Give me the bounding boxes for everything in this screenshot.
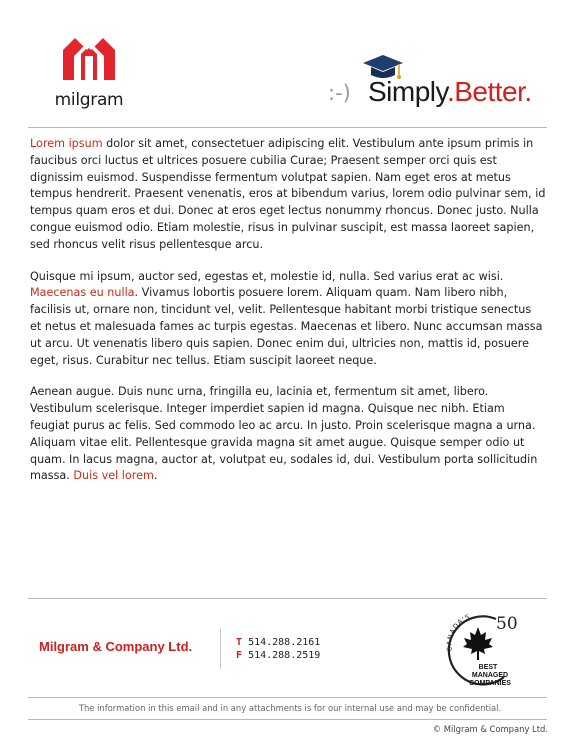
paragraph-2-text-before: Quisque mi ipsum, auctor sed, egestas et, molestie id, nulla. Sed varius erat ac wisi. — [30, 269, 504, 283]
email-header — [0, 0, 580, 128]
maecenas-link[interactable]: Maecenas eu nulla — [30, 286, 135, 300]
copyright-notice: © Milgram & Company Ltd. — [432, 724, 548, 734]
footer-divider-middle — [28, 697, 547, 698]
fax-row — [236, 649, 320, 662]
confidentiality-disclaimer: The information in this email and in any attachments is for our internal use and may be confidential. — [78, 703, 502, 713]
paragraph-2-text-after: . Vivamus lobortis posuere lorem. Aliquam quam. Nam libero nibh, facilisis ut, ornare non, tincidunt vel, velit. Pellentesque habitant morbi tristique senectus et netus et malesuada fames ac turpis egestas. Maecenas et libero. Nunc accumsan massa ut arcu. Ut venenatis libero quis sapien. Donec enim dui, ultricies non, mattis id, posuere eget, risus. Curabitur nec tellus. Etiam suscipit laoreet neque. — [30, 286, 543, 367]
badge-line-2: MANAGED — [471, 672, 509, 679]
milgram-logo[interactable] — [50, 34, 128, 112]
fax-number: 514.288.2519 — [248, 650, 321, 661]
lorem-ipsum-link[interactable]: Lorem ipsum — [30, 137, 103, 150]
badge-line-1: BEST — [478, 664, 498, 671]
milgram-logo-text: milgram — [54, 90, 124, 110]
paragraph-3-text: Aenean augue. Duis nunc urna, fringilla eu, lacinia et, fermentum sit amet, libero. Vestibulum scelerisque. Integer imperdiet sapien id magna. Quisque nec nibh. Etiam feugiat purus ac felis. Sed commodo leo ac arcu. In justo. Proin scelerisque magna a urna. Aliquam vitae elit. Pellentesque gravida magna sit amet augue. Quisque semper odio ut quam. In lacus magna, auctor at, volutpat eu, sodales id, dui. Vestibulum porta sollicitudin massa. — [30, 385, 538, 483]
smiley-emoticon: :-) — [328, 81, 351, 105]
best-managed-companies-badge — [438, 607, 522, 691]
footer-divider-bottom — [28, 719, 547, 720]
duis-vel-lorem-link[interactable]: Duis vel lorem — [73, 469, 154, 483]
badge-arc-text: CANADA'S — [445, 612, 472, 652]
fax-label: F — [236, 650, 243, 661]
tagline-better: Better. — [454, 76, 532, 107]
milgram-logo-mark — [60, 34, 118, 82]
paragraph-3 — [30, 384, 546, 485]
header-divider — [28, 127, 547, 128]
paragraph-1-text: dolor sit amet, consectetuer adipiscing elit. Vestibulum ante ipsum primis in faucibus orci luctus et ultrices posuere cubilia Curae; Praesent semper orci quis est dignissim euismod. Suspendisse fermentum volutpat sapien. Nam eget eros at metus tempus hendrerit. Praesent venenatis, eros at bibendum varius, lorem odio pulvinar sem, id tempus quam eros et dui. Donec at eros eget lectus nonummy rhoncus. Donec justo. Nulla congue euismod odio. Etiam molestie, risus in pulvinar suscipit, est massa laoreet sapien, sed rhoncus velit risus pellentesque arcu. — [30, 137, 546, 251]
simply-better-tagline — [328, 54, 558, 114]
email-footer — [0, 599, 580, 697]
email-body — [30, 136, 546, 500]
footer-vertical-divider — [220, 629, 221, 669]
paragraph-3-end: . — [153, 469, 158, 483]
phone-row[interactable] — [236, 636, 320, 649]
badge-number: 50 — [496, 614, 518, 634]
paragraph-2 — [30, 269, 546, 370]
maple-leaf-icon — [463, 627, 493, 660]
tagline-simply: Simply — [368, 76, 447, 107]
phone-number: 514.288.2161 — [248, 637, 321, 648]
paragraph-1 — [30, 136, 546, 254]
phone-label: T — [236, 637, 243, 648]
tagline-dot: . — [446, 76, 455, 107]
tagline-text — [368, 76, 532, 108]
badge-line-3: COMPANIES — [469, 680, 511, 687]
contact-info — [236, 636, 320, 662]
company-name: Milgram & Company Ltd. — [39, 639, 193, 654]
